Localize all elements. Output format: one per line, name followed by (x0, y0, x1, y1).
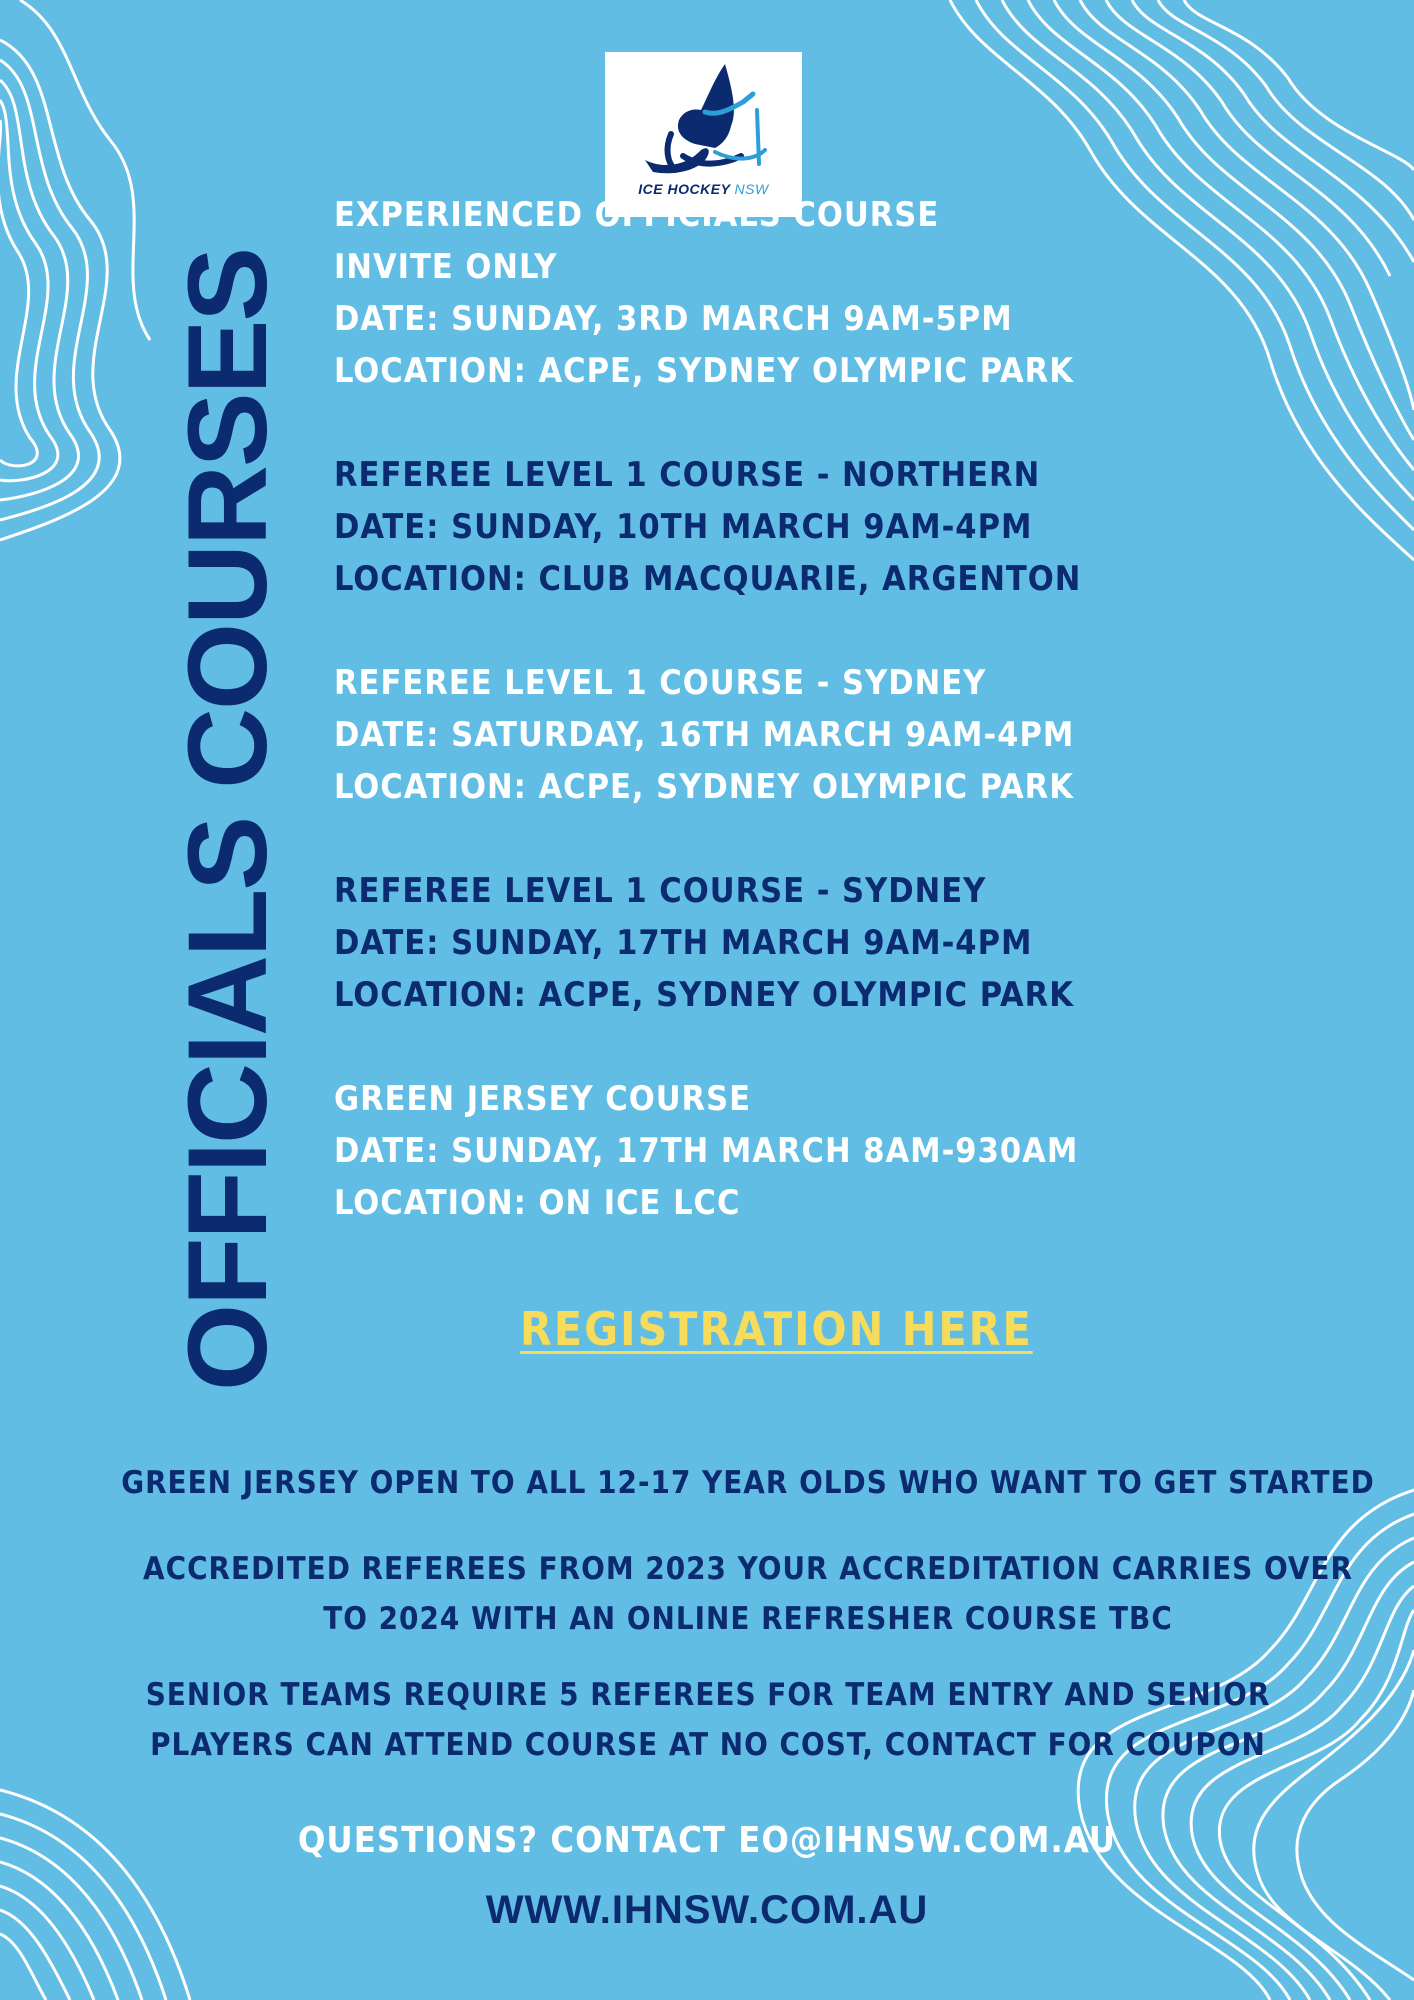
course-date: DATE: SUNDAY, 17TH MARCH 8AM-930AM (334, 1131, 1079, 1171)
course-date: DATE: SUNDAY, 17TH MARCH 9AM-4PM (334, 923, 1033, 963)
note-line: PLAYERS CAN ATTEND COURSE AT NO COST, CONTACT FOR COUPON (150, 1727, 1266, 1763)
course-green-jersey (334, 1073, 1094, 1229)
course-title: REFEREE LEVEL 1 COURSE - SYDNEY (334, 663, 987, 703)
note-accreditation (70, 1544, 1414, 1644)
kangaroo-skater-icon (605, 52, 802, 182)
note-line: TO 2024 WITH AN ONLINE REFRESHER COURSE TBC (323, 1601, 1173, 1637)
course-location: LOCATION: ACPE, SYDNEY OLYMPIC PARK (334, 351, 1074, 391)
course-location: LOCATION: ON ICE LCC (334, 1183, 741, 1223)
course-title: REFEREE LEVEL 1 COURSE - NORTHERN (334, 455, 1041, 495)
course-referee-l1-sydney-sun (334, 865, 1094, 1021)
course-access-note: INVITE ONLY (334, 247, 558, 287)
course-referee-l1-northern (334, 449, 1094, 605)
logo-region-text: NSW (734, 181, 769, 197)
course-date: DATE: SUNDAY, 10TH MARCH 9AM-4PM (334, 507, 1033, 547)
course-date: DATE: SATURDAY, 16TH MARCH 9AM-4PM (334, 715, 1075, 755)
course-referee-l1-sydney-sat (334, 657, 1094, 813)
course-title: EXPERIENCED OFFICIALS COURSE (334, 195, 940, 235)
course-title: GREEN JERSEY COURSE (334, 1079, 752, 1119)
course-title: REFEREE LEVEL 1 COURSE - SYDNEY (334, 871, 987, 911)
note-senior-teams (30, 1670, 1386, 1770)
course-date: DATE: SUNDAY, 3RD MARCH 9AM-5PM (334, 299, 1013, 339)
website-url: WWW.IHNSW.COM.AU (485, 1888, 929, 1932)
page-title: OFFICIALS COURSES (165, 248, 290, 1392)
contact-email: QUESTIONS? CONTACT EO@IHNSW.COM.AU (297, 1820, 1117, 1861)
course-location: LOCATION: ACPE, SYDNEY OLYMPIC PARK (334, 975, 1074, 1015)
note-line: SENIOR TEAMS REQUIRE 5 REFEREES FOR TEAM ENTRY AND SENIOR (145, 1677, 1271, 1713)
course-location: LOCATION: ACPE, SYDNEY OLYMPIC PARK (334, 767, 1074, 807)
logo-brand-text: ICE HOCKEY (638, 181, 731, 197)
course-experienced-officials (334, 189, 1094, 397)
note-line: ACCREDITED REFEREES FROM 2023 YOUR ACCREDITATION CARRIES OVER (143, 1551, 1353, 1587)
course-location: LOCATION: CLUB MACQUARIE, ARGENTON (334, 559, 1082, 599)
registration-link[interactable]: REGISTRATION HERE (520, 1302, 1033, 1356)
note-green-jersey (70, 1458, 1414, 1508)
course-list (334, 189, 1094, 1281)
note-line: GREEN JERSEY OPEN TO ALL 12-17 YEAR OLDS WHO WANT TO GET STARTED (121, 1465, 1375, 1501)
